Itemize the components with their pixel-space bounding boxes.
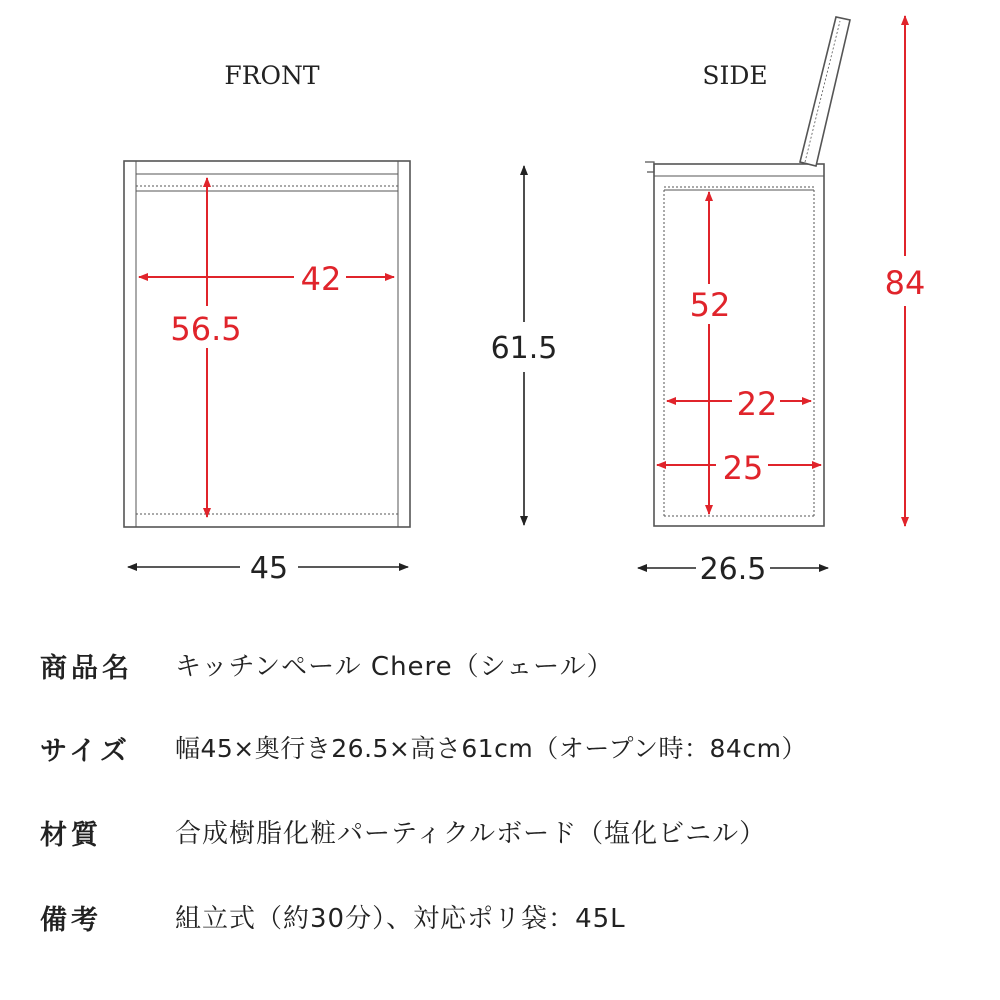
front-inner-width-label: 42 bbox=[300, 260, 342, 298]
front-view-title: FRONT bbox=[224, 61, 320, 90]
spec-value: 組立式（約30分）、対応ポリ袋：45L bbox=[175, 904, 626, 934]
spec-label: サイズ bbox=[40, 736, 131, 767]
side-depth-label: 26.5 bbox=[699, 552, 767, 587]
spec-row-notes bbox=[40, 898, 990, 938]
spec-value: 合成樹脂化粧パーティクルボード（塩化ビニル） bbox=[175, 819, 767, 849]
side-depth-22-label: 22 bbox=[736, 385, 778, 423]
spec-label: 備考 bbox=[40, 905, 102, 936]
front-inner-height-label: 56.5 bbox=[170, 310, 242, 348]
spec-row-product-name bbox=[40, 646, 990, 686]
side-inner-height-label: 52 bbox=[689, 286, 731, 324]
spec-value: 幅45×奥行き26.5×高さ61cm（オープン時：84cm） bbox=[175, 734, 807, 763]
front-width-label: 45 bbox=[249, 551, 289, 586]
spec-label: 材質 bbox=[40, 820, 102, 851]
spec-row-material bbox=[40, 813, 990, 853]
side-depth-25-label: 25 bbox=[722, 449, 764, 487]
overall-height-label: 61.5 bbox=[490, 331, 558, 366]
spec-label: 商品名 bbox=[40, 653, 133, 684]
spec-row-size bbox=[40, 729, 990, 769]
side-view-title: SIDE bbox=[702, 61, 768, 90]
open-height-label: 84 bbox=[884, 264, 926, 302]
spec-value: キッチンペール Chere（シェール） bbox=[175, 652, 614, 682]
